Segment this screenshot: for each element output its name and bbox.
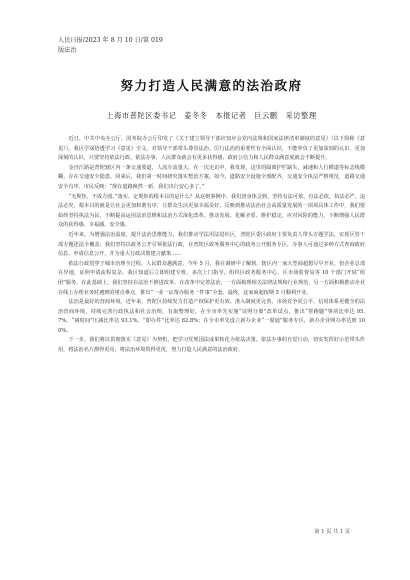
paragraph-5: 依法行政贯穿于城市治理全过程。人民群众越满意，今年 5 月，我在调研中了解到，辖区内一家大型商超想尽早开业，但企业总部在异地，证照申请流程复杂。我区知道后立即组建专班，多次上门指导，组织区政务服务中心、区市场监督局等 10 个部门开展“组团”服务，在此基础上，我们坚持在法治下推进改革、在改革中完善法治，一方面梳理相关法律法规和行业规范，另一方面积极推动企业在线上办理业务时遇到的堵点难点，推出“一业一证帮办服务一件事”全套、最终，这家商超按期 5 月顺利开业。 [58,260,365,296]
page-number: 第 1 页 共 1 页 [314,529,350,535]
paragraph-6: 法治是最好的营商环境。近年来，普陀区持续发力打造产权保护更有效、准入制度更完善、市场竞争更公平、信用体系更健全的法治营商环境，持续完善行政执法和社会治理，有取整理好，在全市率先实施“证照分离”改革试点，推出“帮跑腿”事项比率达 95.7%、“减时间”压减比率达 93.1%、“即办件”比率达 82.8%；在全市率先设立新办企业“一窗通”服务专区，新办企业网办率达到 100%。 [58,299,365,334]
article-title: 努力打造人民满意的法治政府 [120,78,303,93]
paragraph-2: 金沙江路是普陀辖区内一条交通要道，人流车流量大。在一次走访中，我发现，这里的隔离护栏缺失，减速和人行横道等标志线模糊，存在交通安全隐患。回来后，我们第一时间研究落实整治方案。如今，道路安全设施全部配齐，交通安全执法严格规范，道路交通安全有序，市民反映：“现在道路换然一新，我们出行安心多了。” [58,164,365,190]
paragraph-1: 近日，中共中央办公厅、国务院办公厅印发了《关于建立领导干部应知应会党内法规和国家法律清单制度的意见》（以下简称《意见》）。我区学深悟透学习《意见》全文，对领导干部带头尊崇法治、厉行法治的重要性有全面认识，不能辜负了更加深刻的认识，更加深刻的认识，只要坚持依法行政、依法办事，人民群众就会有更多获得感，政府公信力和人民群众满意度就会不断提升。 [58,136,365,162]
paragraph-7: 下一步，我们将以贯彻落实《意见》为契机，把学习党规国法成果转化为依法决策、依法办事的自觉行动，切实发挥好示范带头作用，将法治名片擦得更亮，将法治环境筑得更优，努力打造人民满意的法治政府。 [58,337,365,354]
section-line: 版法治 [58,47,77,54]
paragraph-4: 近年来，为增强法治温度、提升法治思维能力，我们推动学法用法进社区，普陀区委区政府主要负责人带头专题学法，实现区管干部专题述法全覆盖；我们坚持以政务公开引领依法行政，在普陀区政务服务中心的政务公开服务专区，办事人可通过多种方式查询政府信息、申请信息公开，并为重大行政决策建言献策…… [58,231,365,258]
paragraph-3: “无规矩，不成方圆。”落实、定规矩的根本目的是什么？从这则事例中，我们切身体会到，坚持有法可依、有法必依、执法必严、违法必究，根本目的就是让社会更加和谐有序，让群众生活更加幸福美好。反映到推动法治社会高质量发展的一项项具体工作中，我们要始终坚持执法为民，不断提高运用法治思维和法治方式深化改革、推动发展、化解矛盾、维护稳定、应对风险的能力，不断增强人民群众的获得感、幸福感、安全感。 [58,193,365,229]
article-byline: 上海市普陀区委书记 姜冬冬 本报记者 巨云鹏 采访整理 [106,111,317,120]
article-body [58,135,365,356]
source-line: 人民日报/2023 年 8 月 10 日/第 019 [58,37,163,44]
